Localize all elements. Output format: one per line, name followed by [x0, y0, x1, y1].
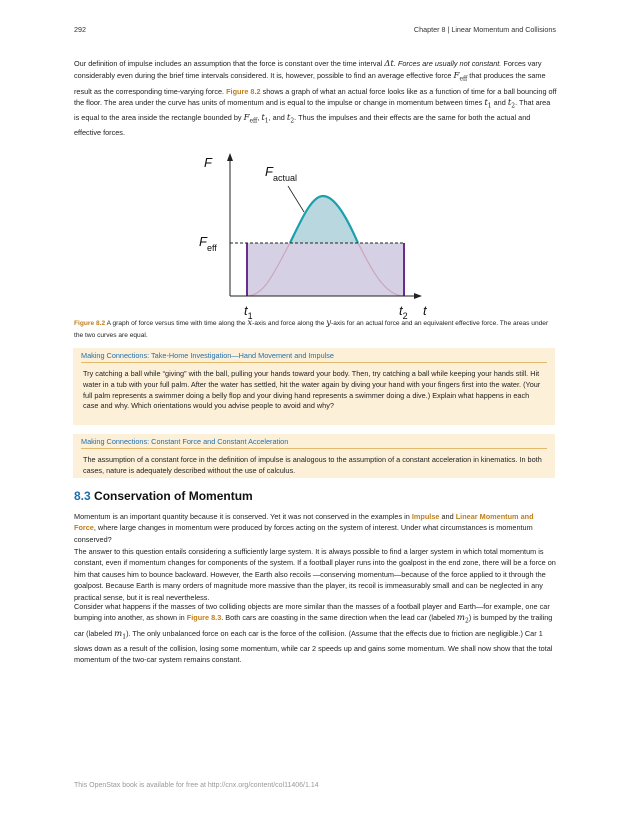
f-eff-label: $F_{eff}$ — [199, 234, 217, 253]
constant-force-box — [73, 434, 555, 478]
intro-text-2: . Forces are usually not constant. — [393, 59, 502, 68]
intro-text-4: that produces the same result as the corresponding time-varying force. — [74, 71, 546, 96]
effective-force-rectangle — [247, 243, 404, 296]
para1-text-a: Momentum is an important quantity because it is conserved. Yet it was not conserved in the examples in — [74, 512, 410, 521]
f-actual-pointer — [288, 186, 304, 212]
para3-text-a: Consider what happens if the masses of two colliding objects are more similar than the masses of a football player and Earth—for example, one car bumping into another, as shown in — [74, 602, 550, 623]
y-axis-arrow-icon — [227, 153, 233, 161]
intro-comma-and: , and — [268, 113, 285, 122]
footer-note: This OpenStax book is available for free at http://cnx.org/content/col11406/1.14 — [74, 782, 319, 789]
x-axis-label: t — [423, 303, 427, 318]
caption-text-1: A graph of force versus time with time along the — [105, 320, 246, 327]
f-eff-symbol-2: $F_{eff}$ — [243, 113, 258, 125]
caption-label: Figure 8.2 — [74, 320, 106, 327]
caption-text-3: -axis for an actual force and an equivalent effective force. The areas under the two curves are equal. — [74, 320, 549, 339]
figure-8-3-link[interactable]: Figure 8.3 — [186, 613, 222, 623]
m1-symbol: $m_1$ — [114, 628, 127, 641]
intro-text-1: Our definition of impulse includes an assumption that the force is constant over the time interval — [74, 59, 383, 68]
paragraph-conservation-intro — [74, 511, 557, 545]
t1-symbol: $t_1$ — [484, 97, 492, 110]
intro-and: and — [493, 97, 506, 107]
linear-momentum-link[interactable]: Linear Momentum and Force — [74, 512, 534, 533]
box-title: Making Connections: Constant Force and Constant Acceleration — [81, 437, 289, 446]
section-number: 8.3 — [74, 489, 91, 503]
caption-x-symbol: x — [247, 318, 253, 328]
running-header: Chapter 8 | Linear Momentum and Collisions — [413, 25, 556, 34]
para1-text-c: , where large changes in momentum were produced by forces acting on the system of interest. Under what circumstances is momentum conserved? — [74, 523, 533, 544]
y-axis-label: F — [204, 155, 212, 170]
t1-label: $t_1$ — [244, 303, 253, 320]
box-body: The assumption of a constant force in the definition of impulse is analogous to the assumption of a constant acceleration in kinematics. In both cases, nature is adequately described without the use of calculus. — [83, 455, 542, 475]
para3-text-b: . Both cars are coasting in the same direction when the lead car (labeled — [221, 613, 455, 623]
section-heading — [74, 489, 253, 503]
intro-comma: , — [257, 113, 260, 122]
para3-text-c: ) is bumped by the trailing car (labeled — [74, 613, 553, 638]
t2-symbol-2: $t_2$ — [286, 113, 295, 125]
para3-text-d: ). The only unbalanced force on each car is the force of the collision. (Assume that the effects due to friction are negligible.) Car 1 slows down as a result of the collision, losing some momentum, while car 2 speeds up and gains some momentum. We shall now show that the total momentum of the two-car system remains constant. — [74, 628, 553, 664]
section-title: Conservation of Momentum — [94, 489, 253, 503]
intro-text-5: shows a graph of what an actual force looks like as a function of time for a ball bouncing off the floor. The area under the curve has units of momentum and is equal to the impulse or change in momentum between times — [74, 86, 557, 107]
paragraph-large-system: The answer to this question entails considering a sufficiently large system. It is always possible to find a larger system in which total momentum is constant, even if momentum changes for components of the system. If a football player runs into the goalpost in the end zone, there will be a force on him that causes him to bounce backward. However, the Earth also recoils —conserving momentum—because of the force applied to it through the goalpost. Because Earth is many orders of magnitude more massive than the player, its recoil is immeasurably small and can be neglected in any practical sense, but it is real nevertheless. — [74, 547, 556, 602]
intro-text-7: . Thus the impulses and their effects are the same for both the actual and effective forces. — [74, 113, 531, 138]
paragraph-two-cars — [74, 601, 557, 665]
t1-symbol-2: $t_1$ — [261, 113, 269, 125]
intro-text-3: Forces vary considerably even during the brief time intervals considered. It is, however, possible to find an average effective force — [74, 59, 542, 81]
impulse-link[interactable]: Impulse — [411, 512, 440, 521]
para1-text-b: and — [441, 512, 454, 521]
t2-symbol: $t_2$ — [507, 97, 516, 110]
f-actual-label: $F_{actual}$ — [265, 164, 297, 183]
delta-t-symbol: Δt — [384, 59, 394, 69]
intro-paragraph — [74, 58, 557, 139]
m2-symbol: $m_2$ — [456, 613, 469, 626]
caption-text-2: -axis and force along the — [252, 320, 325, 327]
intro-text-6: . That area is equal to the area inside the rectangle bounded by — [74, 97, 551, 122]
f-eff-symbol: $F_{eff}$ — [453, 71, 468, 84]
x-axis-arrow-icon — [414, 293, 422, 299]
box-title: Making Connections: Take-Home Investigation—Hand Movement and Impulse — [81, 351, 334, 360]
figure-caption — [74, 318, 557, 341]
take-home-investigation-box — [73, 348, 555, 425]
force-time-graph — [190, 150, 450, 320]
page-number: 292 — [74, 25, 86, 34]
figure-8-2-link[interactable]: Figure 8.2 — [226, 86, 261, 96]
box-body: Try catching a ball while “giving” with the ball, pulling your hands toward your body. Then, try catching a ball while keeping your hands still. Hit water in a tub with your full palm. After the water has settled, hit the water again by diving your hand with your fingers first into the water. (Your full palm represents a swimmer doing a belly flop and your diving hand represents a swimmer doing a dive.) Explain what happens in each case and why. Which orientations would you advise people to avoid and why? — [83, 369, 541, 411]
t2-label: $t_2$ — [399, 303, 408, 320]
caption-y-symbol: y — [326, 318, 332, 328]
